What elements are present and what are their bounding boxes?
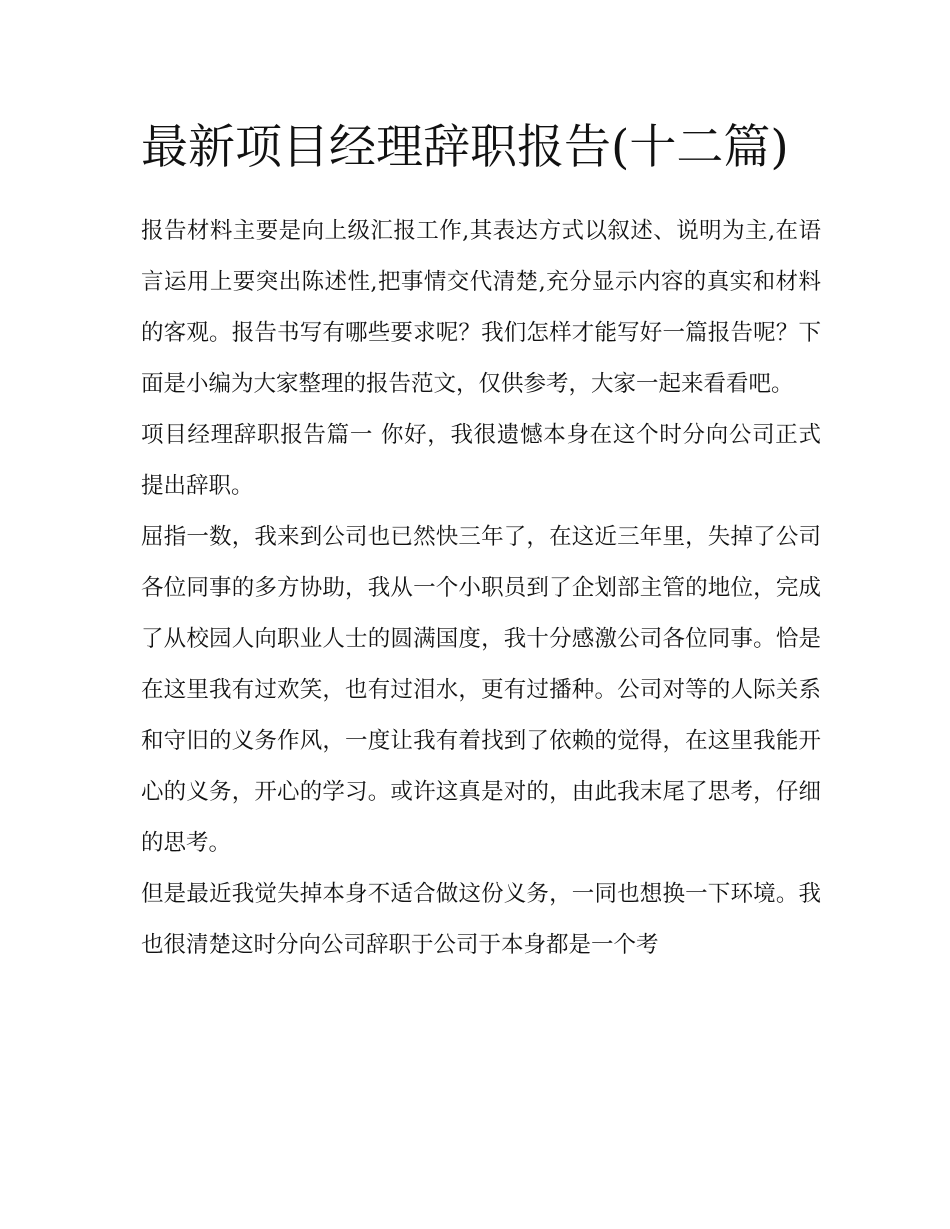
paragraph-opening: 项目经理辞职报告篇一 你好，我很遗憾本身在这个时分向公司正式提出辞职。 — [141, 422, 821, 499]
document-body — [141, 112, 821, 971]
paragraph-gratitude: 屈指一数，我来到公司也已然快三年了，在这近三年里，失掉了公司各位同事的多方协助，我从一个小职员到了企划部主管的地位，完成了从校园人向职业人士的圆满国度，我十分感激公司各位同事。恰是在这里我有过欢笑，也有过泪水，更有过播种。公司对等的人际关系和守旧的义务作风，一度让我有着找到了依赖的觉得，在这里我能开心的义务，开心的学习。或许这真是对的，由此我末尾了思考，仔细的思考。 — [141, 524, 821, 856]
paragraph-intro: 报告材料主要是向上级汇报工作,其表达方式以叙述、说明为主,在语言运用上要突出陈述性,把事情交代清楚,充分显示内容的真实和材料的客观。报告书写有哪些要求呢？我们怎样才能写好一篇报告呢？下面是小编为大家整理的报告范文，仅供参考，大家一起来看看吧。 — [141, 218, 821, 397]
document-title: 最新项目经理辞职报告(十二篇) — [141, 120, 789, 175]
paragraph-reason: 但是最近我觉失掉本身不适合做这份义务，一同也想换一下环境。我也很清楚这时分向公司辞职于公司于本身都是一个考 — [141, 881, 821, 958]
